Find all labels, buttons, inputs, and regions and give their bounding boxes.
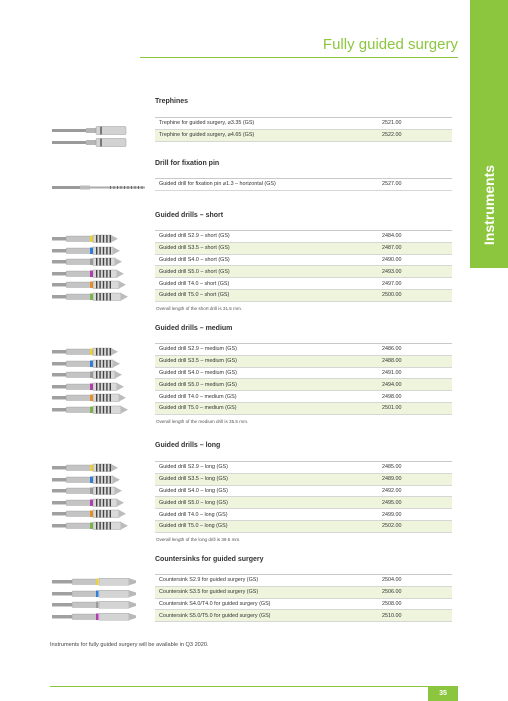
table-row (155, 474, 452, 486)
drill-icon (50, 370, 150, 380)
table-row (155, 509, 452, 521)
drill-icon (50, 589, 150, 599)
table-row (155, 403, 452, 415)
drill-icon (50, 509, 150, 519)
product-description: Guided drill S3.5 – short (GS) (159, 245, 230, 252)
table-row (155, 179, 452, 191)
product-description: Guided drill S4.0 – long (GS) (159, 487, 228, 494)
drill-icon (50, 498, 150, 508)
product-code: 2488.00 (382, 358, 402, 365)
product-description: Guided drill T4.0 – medium (GS) (159, 393, 237, 400)
footer-note: Instruments for fully guided surgery will be available in Q3 2020. (50, 642, 209, 648)
product-code: 2501.00 (382, 405, 402, 412)
product-description: Guided drill S2.9 – long (GS) (159, 464, 228, 471)
table-row (155, 587, 452, 599)
drill-icon (50, 382, 150, 392)
drill-icon (50, 347, 150, 357)
side-tab-label: Instruments (481, 164, 497, 246)
product-description: Guided drill S5.0 – long (GS) (159, 499, 228, 506)
product-description: Countersink S2.9 for guided surgery (GS) (159, 577, 259, 584)
product-description: Guided drill T5.0 – long (GS) (159, 523, 228, 530)
section-heading: Trephines (155, 98, 189, 105)
product-code: 2521.00 (382, 120, 402, 127)
product-table (155, 461, 452, 533)
product-description: Trephine for guided surgery, ⌀4.65 (GS) (159, 132, 255, 139)
product-code: 2491.00 (382, 369, 402, 376)
product-code: 2487.00 (382, 245, 402, 252)
table-row (155, 610, 452, 622)
product-description: Guided drill S3.5 – long (GS) (159, 476, 228, 483)
footer-rule (50, 686, 458, 687)
table-row (155, 368, 452, 380)
product-code: 2508.00 (382, 600, 402, 607)
product-table (155, 178, 452, 191)
product-description: Trephine for guided surgery, ⌀3.35 (GS) (159, 120, 255, 127)
section-heading: Guided drills – short (155, 212, 224, 219)
section-note: Overall length of the short drill is 31.5 mm. (156, 305, 243, 311)
table-row (155, 356, 452, 368)
table-row (155, 278, 452, 290)
product-code: 2489.00 (382, 476, 402, 483)
table-row (155, 130, 452, 142)
product-description: Countersink S5.0/T5.0 for guided surgery (GS) (159, 612, 271, 619)
table-row (155, 379, 452, 391)
drill-icon (50, 359, 150, 369)
drill-icon (50, 405, 150, 415)
drill-icon (50, 393, 150, 403)
product-code: 2486.00 (382, 346, 402, 353)
drill-icon (50, 257, 150, 267)
drill-icon (50, 600, 150, 610)
product-description: Countersink S4.0/T4.0 for guided surgery (GS) (159, 600, 271, 607)
table-row (155, 521, 452, 533)
product-description: Guided drill for fixation pin ⌀1.3 – horizontal (GS) (159, 181, 276, 188)
table-row (155, 486, 452, 498)
table-row (155, 118, 452, 130)
section-heading: Guided drills – long (155, 442, 221, 449)
product-code: 2495.00 (382, 499, 402, 506)
drill-icon (50, 463, 150, 473)
product-table (155, 117, 452, 142)
table-row (155, 575, 452, 587)
product-code: 2493.00 (382, 268, 402, 275)
table-row (155, 391, 452, 403)
product-code: 2500.00 (382, 292, 402, 299)
section-heading: Guided drills – medium (155, 325, 233, 332)
drill-icon (50, 292, 150, 302)
table-row (155, 231, 452, 243)
table-row (155, 344, 452, 356)
table-row (155, 290, 452, 302)
drill-icon (50, 269, 150, 279)
title-rule (140, 57, 458, 58)
drill-icon (50, 126, 150, 136)
table-row (155, 266, 452, 278)
product-description: Guided drill S2.9 – medium (GS) (159, 346, 237, 353)
product-description: Guided drill T5.0 – medium (GS) (159, 405, 237, 412)
section-heading: Countersinks for guided surgery (155, 556, 264, 563)
drill-icon (50, 486, 150, 496)
product-code: 2498.00 (382, 393, 402, 400)
drill-icon (50, 475, 150, 485)
page-title: Fully guided surgery (322, 36, 458, 53)
drill-icon (50, 138, 150, 148)
product-code: 2497.00 (382, 280, 402, 287)
drill-icon (50, 234, 150, 244)
drill-icon (50, 612, 150, 622)
table-row (155, 255, 452, 267)
section-note: Overall length of the long drill is 39.5 mm. (156, 536, 241, 542)
drill-icon (50, 280, 150, 290)
section-heading: Drill for fixation pin (155, 160, 220, 167)
drill-icon (50, 577, 150, 587)
product-description: Guided drill T5.0 – short (GS) (159, 292, 230, 299)
side-tab-label-wrap (472, 150, 506, 260)
product-table (155, 230, 452, 302)
table-row (155, 243, 452, 255)
table-row (155, 497, 452, 509)
product-code: 2494.00 (382, 381, 402, 388)
product-code: 2504.00 (382, 577, 402, 584)
product-code: 2506.00 (382, 589, 402, 596)
product-description: Guided drill T4.0 – short (GS) (159, 280, 230, 287)
product-code: 2499.00 (382, 511, 402, 518)
product-code: 2492.00 (382, 487, 402, 494)
product-description: Guided drill S3.5 – medium (GS) (159, 358, 237, 365)
table-row (155, 599, 452, 611)
drill-icon (50, 521, 150, 531)
drill-icon (50, 183, 150, 193)
product-code: 2510.00 (382, 612, 402, 619)
drill-icon (50, 246, 150, 256)
product-code: 2485.00 (382, 464, 402, 471)
product-description: Guided drill S5.0 – medium (GS) (159, 381, 237, 388)
product-code: 2502.00 (382, 523, 402, 530)
product-code: 2522.00 (382, 132, 402, 139)
product-code: 2490.00 (382, 256, 402, 263)
product-description: Guided drill S4.0 – medium (GS) (159, 369, 237, 376)
page-number: 35 (428, 687, 458, 701)
product-description: Guided drill S5.0 – short (GS) (159, 268, 230, 275)
product-code: 2527.00 (382, 181, 402, 188)
product-code: 2484.00 (382, 233, 402, 240)
table-row (155, 462, 452, 474)
product-description: Guided drill T4.0 – long (GS) (159, 511, 228, 518)
product-table (155, 343, 452, 415)
product-description: Guided drill S4.0 – short (GS) (159, 256, 230, 263)
product-description: Guided drill S2.9 – short (GS) (159, 233, 230, 240)
product-description: Countersink S3.5 for guided surgery (GS) (159, 589, 259, 596)
product-table (155, 574, 452, 622)
section-note: Overall length of the medium drill is 35.5 mm. (156, 418, 249, 424)
